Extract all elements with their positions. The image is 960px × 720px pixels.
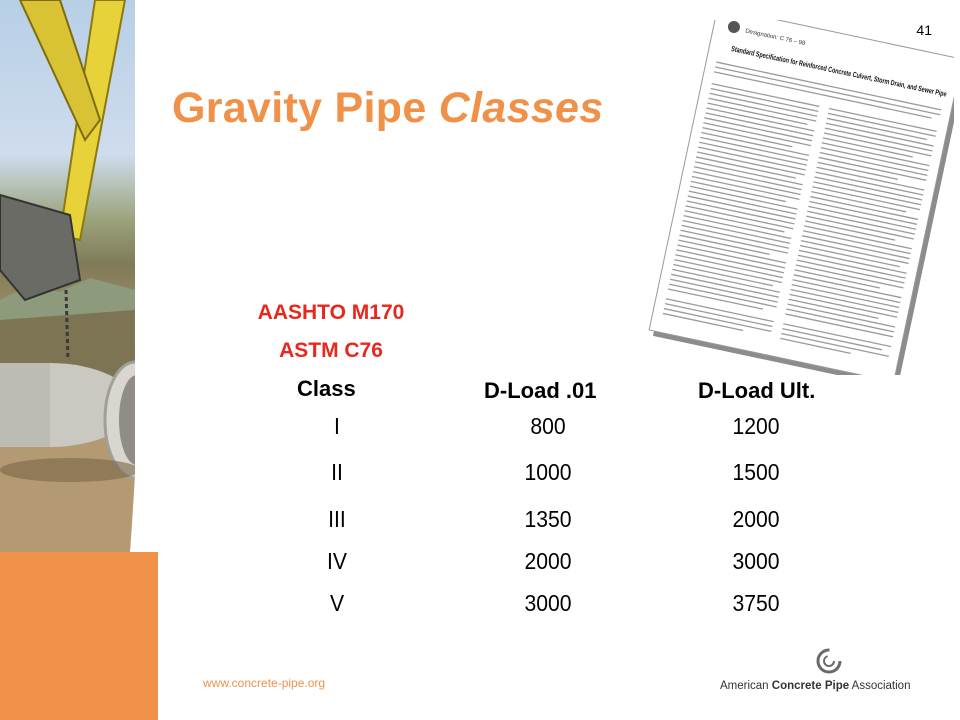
table-cell-dload01: 2000 [524,548,572,574]
page-number: 41 [916,22,932,38]
table-cell-dload01: 3000 [524,590,572,616]
table-cell-class: V [329,590,345,616]
title-emphasis: Classes [438,84,604,132]
spec-designation: Designation: C 76 – 98 [744,28,806,48]
table-cell-dloadult: 1500 [732,459,780,485]
title-main: Gravity Pipe [172,84,439,132]
logo-suffix: Association [849,680,911,692]
table-cell-dload01: 800 [530,413,566,439]
standard-astm: ASTM C76 [279,339,383,362]
logo-bold: Concrete Pipe [771,680,850,692]
table-cell-class: IV [326,548,347,574]
website-link[interactable]: www.concrete-pipe.org [203,676,326,690]
acpa-logo [720,646,935,696]
table-cell-dload01: 1000 [524,459,572,485]
table-cell-class: III [328,506,346,532]
table-cell-class: I [334,413,340,439]
specification-document-image [642,20,954,375]
header-class: Class [297,376,356,401]
acpa-logo-text [720,680,910,692]
logo-prefix: American [720,680,772,692]
table-cell-dloadult: 3750 [732,590,780,616]
slide-title [172,84,603,133]
header-dload-ult: D-Load Ult. [698,378,816,403]
orange-accent-band [0,552,158,720]
acpa-logo-icon [815,646,843,676]
standard-aashto: AASHTO M170 [257,301,405,324]
table-cell-dloadult: 1200 [732,413,780,439]
table-cell-class: II [331,459,343,485]
header-dload-01: D-Load .01 [484,378,597,403]
table-cell-dload01: 1350 [524,506,572,532]
table-cell-dloadult: 2000 [732,506,780,532]
table-cell-dloadult: 3000 [732,548,780,574]
